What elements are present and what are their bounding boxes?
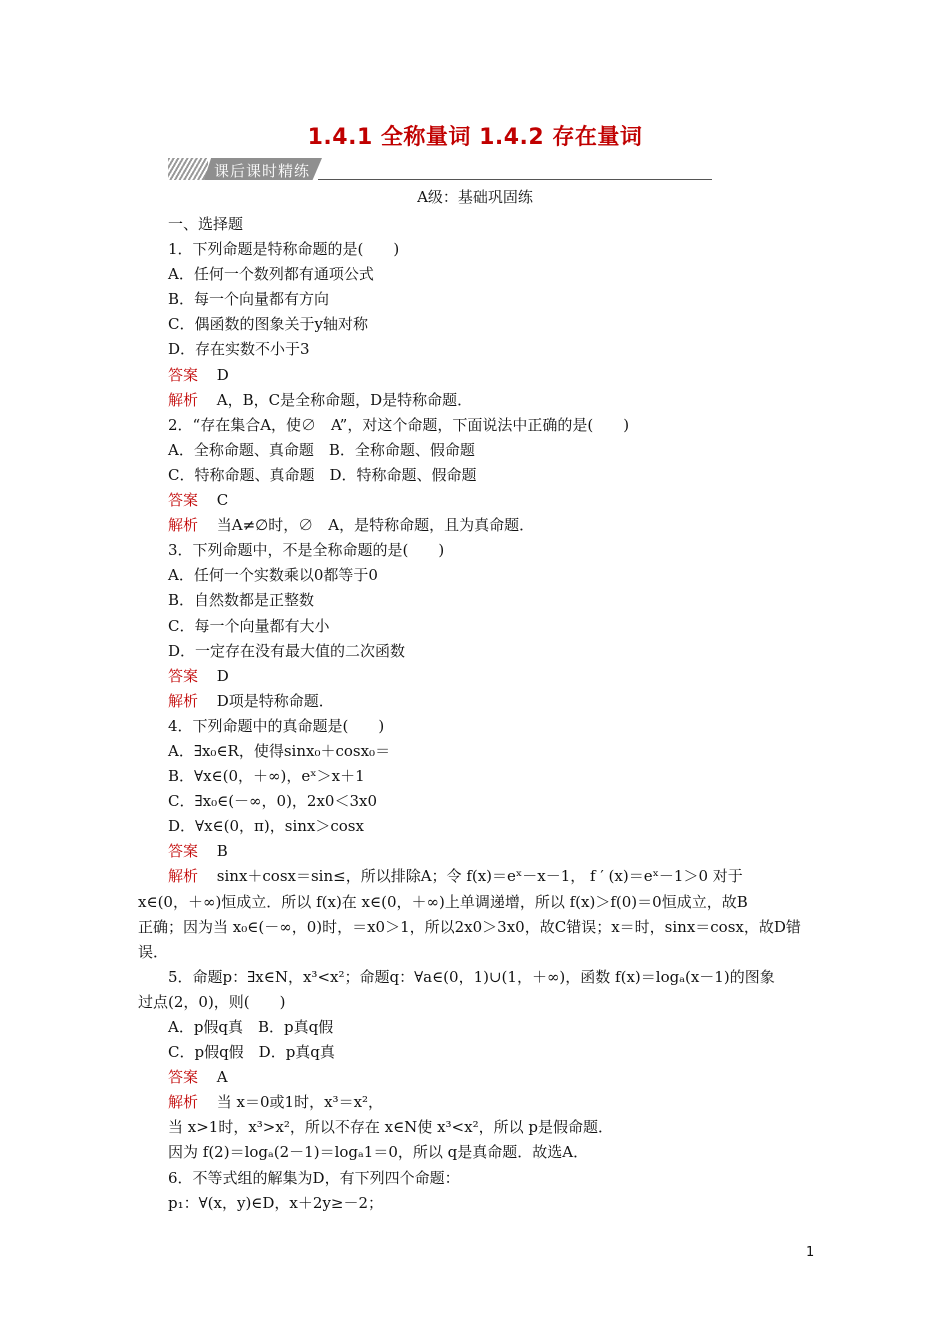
question-2-analysis bbox=[168, 513, 816, 538]
answer-value: B bbox=[212, 842, 228, 861]
question-4-option-c: C．∃x₀∈(－∞，0)，2x0＜3x0 bbox=[168, 792, 378, 811]
question-1-answer bbox=[168, 363, 816, 388]
answer-label: 答案 bbox=[168, 491, 199, 510]
question-4-option-a: A．∃x₀∈R，使得sinx₀＋cosx₀＝ bbox=[168, 741, 391, 760]
question-4-answer bbox=[168, 839, 816, 864]
question-list bbox=[138, 212, 816, 1216]
question-5-answer bbox=[168, 1065, 816, 1090]
question-5-stem-line-2: 过点(2，0)，则( ) bbox=[138, 992, 286, 1011]
question-5-analysis-line-1 bbox=[168, 1090, 816, 1115]
question-1-option-d: D．存在实数不小于3 bbox=[168, 340, 310, 359]
question-6-proposition-p1: p₁：∀(x，y)∈D，x＋2y≥－2； bbox=[168, 1193, 384, 1212]
question-4-stem: 4．下列命题中的真命题是( ) bbox=[168, 716, 385, 735]
question-4-analysis-line-1 bbox=[168, 864, 816, 889]
answer-label: 答案 bbox=[168, 1068, 199, 1087]
answer-value: A bbox=[212, 1068, 228, 1087]
answer-label: 答案 bbox=[168, 666, 199, 685]
question-1-analysis bbox=[168, 388, 816, 413]
question-5-analysis-line-2: 当 x>1时，x³>x²，所以不存在 x∈N使 x³<x²，所以 p是假命题． bbox=[168, 1118, 613, 1137]
question-3-option-b: B．自然数都是正整数 bbox=[168, 591, 315, 610]
answer-label: 答案 bbox=[168, 365, 199, 384]
question-3-option-a: A．任何一个实数乘以0都等于0 bbox=[168, 566, 378, 585]
question-3-option-d: D．一定存在没有最大值的二次函数 bbox=[168, 641, 406, 660]
analysis-label: 解析 bbox=[168, 390, 199, 409]
answer-value: D bbox=[212, 365, 229, 384]
analysis-label: 解析 bbox=[168, 1093, 199, 1112]
analysis-text: 当A≠∅时，∅ A，是特称命题，且为真命题． bbox=[212, 516, 535, 535]
answer-label: 答案 bbox=[168, 842, 199, 861]
question-2-answer bbox=[168, 488, 816, 513]
question-4-option-b: B．∀x∈(0，＋∞)，eˣ＞x＋1 bbox=[168, 767, 365, 786]
question-4-option-d: D．∀x∈(0，π)，sinx＞cosx bbox=[168, 817, 364, 836]
answer-value: D bbox=[212, 666, 229, 685]
analysis-text: sinx＋cosx＝sin≤，所以排除A；令 f(x)＝eˣ－x－1， f ′ (x)＝eˣ－1＞0 对于 bbox=[212, 867, 743, 886]
question-2-options-ab: A．全称命题、真命题 B．全称命题、假命题 bbox=[168, 440, 475, 459]
question-4-analysis-line-2: x∈(0，＋∞)恒成立．所以 f(x)在 x∈(0，＋∞)上单调递增，所以 f(x)＞f(0)＝0恒成立，故B bbox=[138, 892, 748, 911]
section-heading: 一、选择题 bbox=[168, 215, 244, 233]
question-5-options-ab: A．p假q真 B．p真q假 bbox=[168, 1018, 334, 1036]
answer-value: C bbox=[212, 491, 229, 510]
analysis-label: 解析 bbox=[168, 691, 199, 710]
level-heading: A级：基础巩固练 bbox=[417, 188, 533, 206]
question-1-stem: 1．下列命题是特称命题的是( ) bbox=[168, 240, 400, 259]
analysis-label: 解析 bbox=[168, 867, 199, 886]
question-6-stem: 6．不等式组的解集为D，有下列四个命题： bbox=[168, 1168, 460, 1187]
question-1-option-a: A．任何一个数列都有通项公式 bbox=[168, 265, 374, 284]
page-title: 1.4.1 全称量词 1.4.2 存在量词 bbox=[307, 125, 643, 150]
question-3-option-c: C．每一个向量都有大小 bbox=[168, 616, 330, 635]
question-5-stem-line-1: 5．命题p：∃x∈N，x³<x²；命题q：∀a∈(0，1)∪(1，＋∞)，函数 f(x)＝logₐ(x－1)的图象 bbox=[168, 967, 775, 986]
analysis-text: 当 x＝0或1时，x³＝x²， bbox=[212, 1093, 384, 1112]
analysis-text: A，B，C是全称命题，D是特称命题． bbox=[212, 390, 473, 409]
question-2-stem: 2．“存在集合A，使∅ A”，对这个命题，下面说法中正确的是( ) bbox=[168, 415, 630, 434]
banner-hatch-decoration bbox=[168, 158, 208, 180]
banner-label: 课后课时精练 bbox=[214, 162, 311, 180]
question-5-analysis-line-3: 因为 f(2)＝logₐ(2－1)＝logₐ1＝0，所以 q是真命题．故选A． bbox=[168, 1143, 589, 1162]
page-number: 1 bbox=[806, 1245, 815, 1260]
banner-rule bbox=[318, 179, 712, 180]
question-2-options-cd: C．特称命题、真命题 D．特称命题、假命题 bbox=[168, 465, 477, 484]
section-banner bbox=[168, 156, 712, 182]
question-3-answer bbox=[168, 664, 816, 689]
analysis-label: 解析 bbox=[168, 516, 199, 535]
question-1-option-c: C．偶函数的图象关于y轴对称 bbox=[168, 315, 368, 334]
question-1-option-b: B．每一个向量都有方向 bbox=[168, 290, 330, 309]
question-5-options-cd: C．p假q假 D．p真q真 bbox=[168, 1043, 335, 1062]
analysis-text: D项是特称命题． bbox=[212, 691, 334, 710]
question-4-analysis-line-3: 正确；因为当 x₀∈(－∞，0)时，＝x0＞1，所以2x0＞3x0，故C错误；x＝时，sinx＝cosx，故D错 bbox=[138, 917, 801, 936]
question-3-analysis bbox=[168, 689, 816, 714]
question-3-stem: 3．下列命题中，不是全称命题的是( ) bbox=[168, 541, 445, 560]
question-4-analysis-line-4: 误． bbox=[138, 942, 169, 961]
